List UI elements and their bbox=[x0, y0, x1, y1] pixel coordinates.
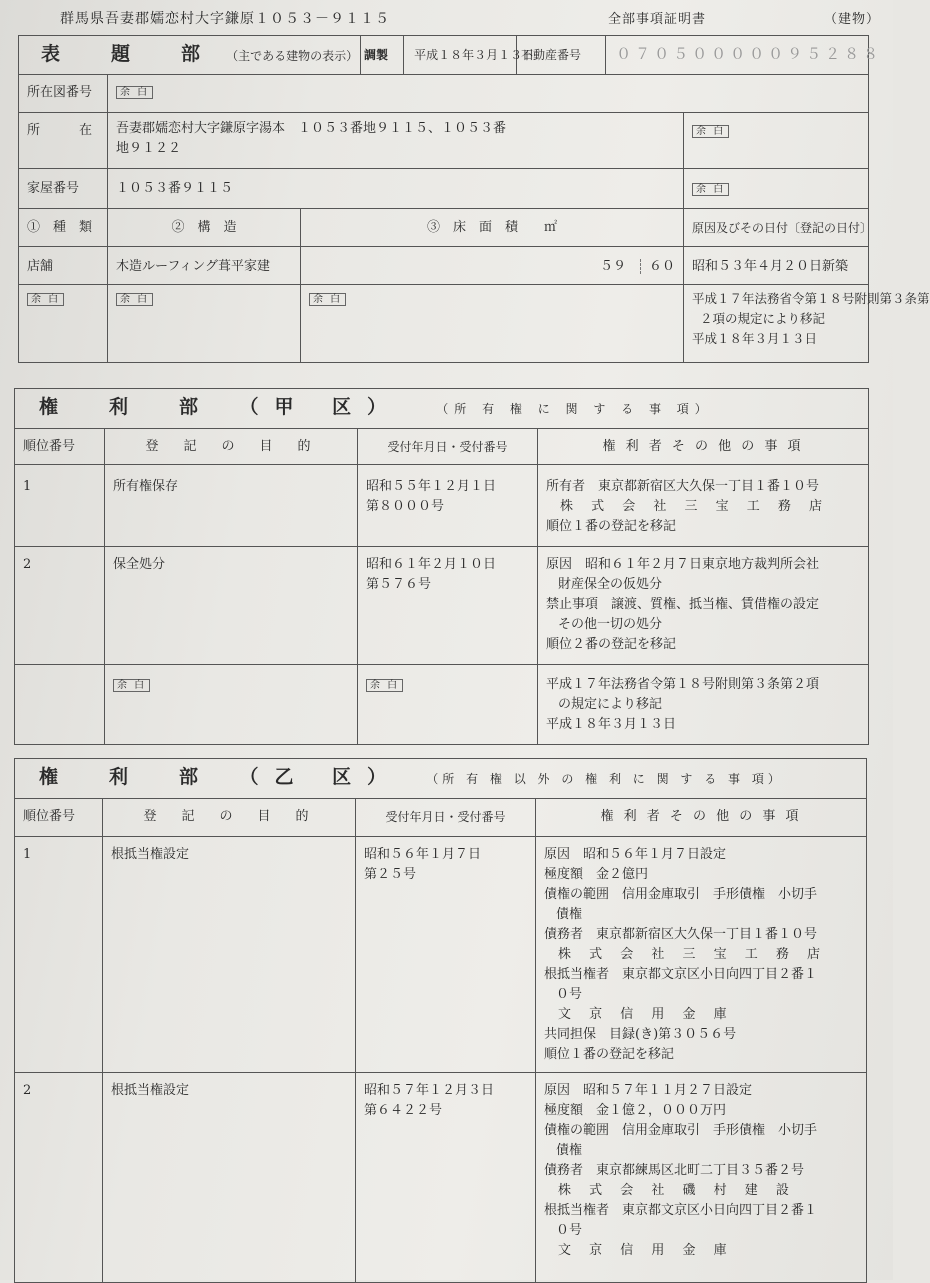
kouku-r3-num bbox=[15, 665, 105, 745]
otsuku-r2-line-9: 文 京 信 用 金 庫 bbox=[558, 1243, 734, 1258]
yohaku-stamp: 余 白 bbox=[113, 679, 150, 692]
otsuku-r1-kenri bbox=[536, 837, 867, 1073]
otsuku-col-kenri: 権 利 者 そ の 他 の 事 項 bbox=[536, 799, 867, 837]
kouku-r1-line-1: 所有者 東京都新宿区大久保一丁目１番１０号 bbox=[546, 479, 820, 494]
yohaku-stamp: 余 白 bbox=[116, 86, 153, 99]
otsuku-r1-line-11: 順位１番の登記を移記 bbox=[544, 1047, 675, 1062]
otsuku-r2-uketsuke bbox=[356, 1073, 536, 1283]
kouku-r2-date: 昭和６１年２月１０日 bbox=[366, 557, 497, 572]
kouku-r1-kenri bbox=[538, 465, 869, 547]
kouku-table bbox=[14, 388, 869, 745]
kouku-r2-no: 第５７６号 bbox=[366, 577, 432, 592]
kouku-col-mokuteki: 登 記 の 目 的 bbox=[105, 429, 358, 465]
yohaku-stamp: 余 白 bbox=[116, 293, 153, 306]
kouku-r3-uketsuke bbox=[358, 665, 538, 745]
col-kozo: ② 構 造 bbox=[108, 209, 301, 247]
hyodai-title-cell bbox=[19, 36, 361, 75]
yohaku-stamp: 余 白 bbox=[692, 183, 729, 196]
shozai-value bbox=[108, 113, 684, 169]
otsuku-r1-line-5: 債務者 東京都新宿区大久保一丁目１番１０号 bbox=[544, 927, 818, 942]
genin-2 bbox=[684, 285, 930, 363]
otsuku-r1-date: 昭和５６年１月７日 bbox=[364, 847, 482, 862]
yohaku-stamp: 余 白 bbox=[366, 679, 403, 692]
shozai-line-2: 地９１２２ bbox=[116, 141, 182, 156]
col-yuka: ③ 床 面 積 ㎡ bbox=[301, 209, 684, 247]
otsuku-subtitle: （所 有 権 以 外 の 権 利 に 関 す る 事 項） bbox=[426, 772, 784, 786]
otsuku-r2-purpose: 根抵当権設定 bbox=[103, 1073, 356, 1283]
kouku-title-cell bbox=[15, 389, 869, 429]
header-location: 群馬県吾妻郡嬬恋村大字鎌原１０５３－９１１５ bbox=[60, 11, 390, 27]
hyodai-subtitle: （主である建物の表示） bbox=[226, 49, 359, 63]
otsuku-r2-line-2: 極度額 金１億２，０００万円 bbox=[544, 1103, 727, 1118]
otsuku-r2-kenri bbox=[536, 1073, 867, 1283]
kouku-subtitle: （所 有 権 に 関 す る 事 項） bbox=[436, 402, 713, 416]
shozai-line-1: 吾妻郡嬬恋村大字鎌原字湯本 １０５３番地９１１５、１０５３番 bbox=[116, 121, 507, 136]
otsuku-r1-line-4: 債権 bbox=[556, 907, 583, 922]
otsuku-col-uketsuke: 受付年月日・受付番号 bbox=[356, 799, 536, 837]
shozai-note bbox=[684, 113, 869, 169]
fudosan-number: ０７０５０００００９５２８８ bbox=[616, 45, 883, 63]
kouku-r2-line-3: 禁止事項 譲渡、質権、抵当権、賃借権の設定 bbox=[546, 597, 820, 612]
header-doc-type: 全部事項証明書 bbox=[608, 12, 707, 27]
otsuku-col-jun: 順位番号 bbox=[15, 799, 103, 837]
kouku-r2-purpose: 保全処分 bbox=[105, 547, 358, 665]
genin-2-line-2: ２項の規定により移記 bbox=[700, 311, 826, 326]
otsuku-r1-line-6: 株 式 会 社 三 宝 工 務 店 bbox=[558, 947, 828, 962]
shurui-yohaku bbox=[19, 285, 108, 363]
kouku-r1-date: 昭和５５年１２月１日 bbox=[366, 479, 497, 494]
table-row bbox=[15, 1073, 867, 1283]
otsuku-r2-date: 昭和５７年１２月３日 bbox=[364, 1083, 495, 1098]
kouku-r2-uketsuke bbox=[358, 547, 538, 665]
otsuku-r2-line-8: ０号 bbox=[556, 1223, 583, 1238]
kouku-r3-line-1: 平成１７年法務省令第１８号附則第３条第２項 bbox=[546, 677, 820, 692]
kouku-r2-line-2: 財産保全の仮処分 bbox=[558, 577, 663, 592]
kaoku-note bbox=[684, 169, 869, 209]
genin-2-line-3: 平成１８年３月１３日 bbox=[692, 331, 818, 346]
otsuku-r1-line-1: 原因 昭和５６年１月７日設定 bbox=[544, 847, 727, 862]
yuka-int: ５９ bbox=[600, 259, 641, 274]
fudosan-label: 不動産番号 bbox=[517, 36, 606, 74]
kouku-r3-kenri bbox=[538, 665, 869, 745]
header-building-tag: （建物） bbox=[824, 12, 881, 27]
kouku-r1-purpose: 所有権保存 bbox=[105, 465, 358, 547]
table-row bbox=[15, 465, 869, 547]
fudosan-cell bbox=[517, 36, 883, 75]
otsuku-r1-line-9: 文 京 信 用 金 庫 bbox=[558, 1007, 734, 1022]
genin-2-line-1: 平成１７年法務省令第１８号附則第３条第 bbox=[692, 291, 930, 306]
kaoku-value: １０５３番９１１５ bbox=[108, 169, 684, 209]
otsuku-r2-num: 2 bbox=[15, 1073, 103, 1283]
kouku-r1-line-2: 株 式 会 社 三 宝 工 務 店 bbox=[560, 499, 830, 514]
kaoku-label: 家屋番号 bbox=[19, 169, 108, 209]
kouku-r2-line-4: その他一切の処分 bbox=[558, 617, 663, 632]
col-shurui: ① 種 類 bbox=[19, 209, 108, 247]
kouku-title: 権 利 部 （甲 区） bbox=[39, 396, 403, 418]
otsuku-r1-num: 1 bbox=[15, 837, 103, 1073]
otsuku-r1-line-3: 債権の範囲 信用金庫取引 手形債権 小切手 bbox=[544, 887, 818, 902]
kouku-r1-uketsuke bbox=[358, 465, 538, 547]
kouku-col-jun: 順位番号 bbox=[15, 429, 105, 465]
hyodai-table bbox=[18, 35, 930, 363]
kouku-r3-line-3: 平成１８年３月１３日 bbox=[546, 717, 677, 732]
otsuku-table bbox=[14, 758, 867, 1283]
otsuku-r1-uketsuke bbox=[356, 837, 536, 1073]
shozaizu-value bbox=[108, 75, 869, 113]
chosei-label: 調製 bbox=[361, 36, 404, 74]
otsuku-r2-no: 第６４２２号 bbox=[364, 1103, 443, 1118]
table-row bbox=[15, 665, 869, 745]
yuka-value bbox=[301, 247, 684, 285]
otsuku-r1-line-7: 根抵当権者 東京都文京区小日向四丁目２番１ bbox=[544, 967, 818, 982]
hyodai-title: 表 題 部 bbox=[41, 43, 217, 65]
kouku-col-kenri: 権 利 者 そ の 他 の 事 項 bbox=[538, 429, 869, 465]
kouku-r1-no: 第８０００号 bbox=[366, 499, 445, 514]
chosei-date: 平成１８年３月１３日 bbox=[414, 48, 535, 62]
shozaizu-label: 所在図番号 bbox=[19, 75, 108, 113]
otsuku-r1-purpose: 根抵当権設定 bbox=[103, 837, 356, 1073]
otsuku-r2-line-5: 債務者 東京都練馬区北町二丁目３５番２号 bbox=[544, 1163, 805, 1178]
otsuku-title: 権 利 部 （乙 区） bbox=[39, 766, 403, 788]
otsuku-col-mokuteki: 登 記 の 目 的 bbox=[103, 799, 356, 837]
kouku-r1-num: 1 bbox=[15, 465, 105, 547]
kouku-r2-kenri bbox=[538, 547, 869, 665]
chosei-cell bbox=[361, 36, 535, 75]
kouku-r2-line-1: 原因 昭和６１年２月７日東京地方裁判所会社 bbox=[546, 557, 820, 572]
otsuku-r2-line-6: 株 式 会 社 磯 村 建 設 bbox=[558, 1183, 796, 1198]
otsuku-r2-line-3: 債権の範囲 信用金庫取引 手形債権 小切手 bbox=[544, 1123, 818, 1138]
yohaku-stamp: 余 白 bbox=[309, 293, 346, 306]
kozo-value: 木造ルーフィング葺平家建 bbox=[108, 247, 301, 285]
yohaku-stamp: 余 白 bbox=[27, 293, 64, 306]
yuka-dec: ６０ bbox=[649, 259, 676, 274]
otsuku-r1-no: 第２５号 bbox=[364, 867, 417, 882]
otsuku-r2-line-1: 原因 昭和５７年１１月２７日設定 bbox=[544, 1083, 753, 1098]
otsuku-r1-line-10: 共同担保 目録(き)第３０５６号 bbox=[544, 1027, 737, 1042]
shozai-label: 所 在 bbox=[19, 113, 108, 169]
otsuku-r2-line-7: 根抵当権者 東京都文京区小日向四丁目２番１ bbox=[544, 1203, 818, 1218]
shurui-value: 店舗 bbox=[19, 247, 108, 285]
otsuku-r1-line-8: ０号 bbox=[556, 987, 583, 1002]
table-row bbox=[15, 837, 867, 1073]
otsuku-r1-line-2: 極度額 金２億円 bbox=[544, 867, 649, 882]
otsuku-r2-line-4: 債権 bbox=[556, 1143, 583, 1158]
kouku-r2-line-5: 順位２番の登記を移記 bbox=[546, 637, 677, 652]
kouku-r1-line-3: 順位１番の登記を移記 bbox=[546, 519, 677, 534]
col-genin: 原因及びその日付〔登記の日付〕 bbox=[684, 209, 869, 247]
table-row bbox=[15, 547, 869, 665]
kouku-r3-line-2: の規定により移記 bbox=[558, 697, 663, 712]
kouku-r3-purpose bbox=[105, 665, 358, 745]
genin-1: 昭和５３年４月２０日新築 bbox=[684, 247, 869, 285]
kouku-col-uketsuke: 受付年月日・受付番号 bbox=[358, 429, 538, 465]
kozo-yohaku bbox=[108, 285, 301, 363]
yohaku-stamp: 余 白 bbox=[692, 125, 729, 138]
kouku-r2-num: 2 bbox=[15, 547, 105, 665]
yuka-yohaku bbox=[301, 285, 684, 363]
otsuku-title-cell bbox=[15, 759, 867, 799]
